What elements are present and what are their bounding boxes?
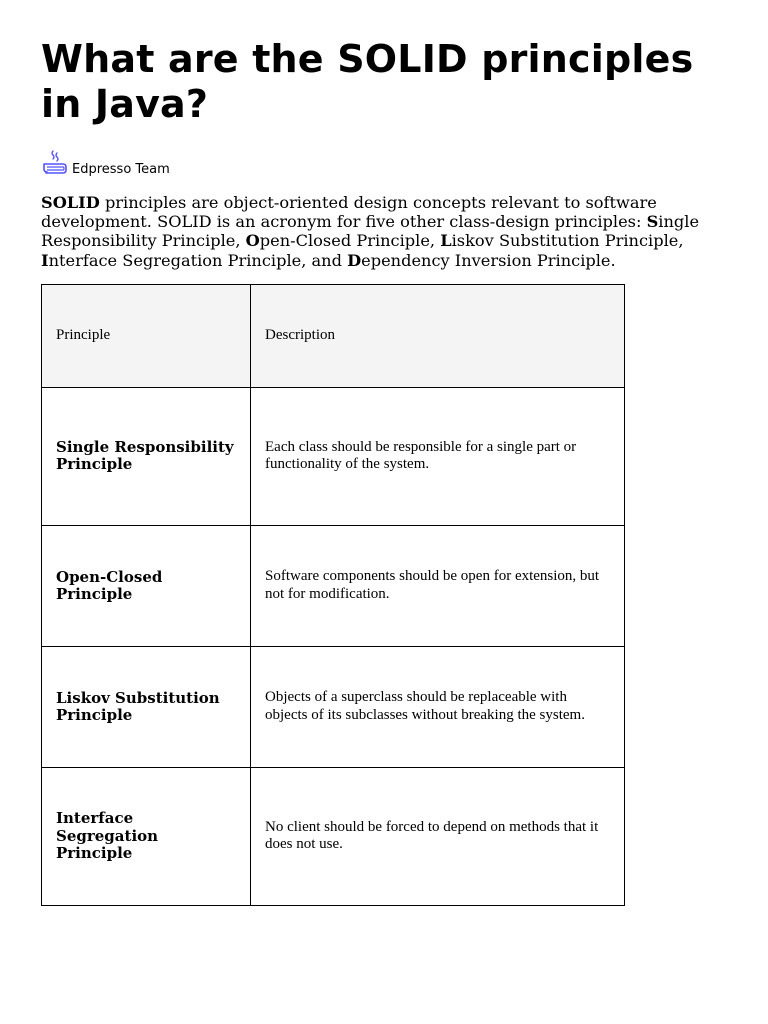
principle-description: Software components should be open for extension, but not for modification. <box>251 525 625 646</box>
intro-text: principles are object-oriented design concepts relevant to software development. SOLID is an acronym for five other class-design principles: <box>41 193 657 232</box>
intro-text: ingle Responsibility Principle, <box>41 212 700 251</box>
principle-name: Liskov Substitution Principle <box>42 646 251 767</box>
coffee-cup-icon <box>41 148 69 178</box>
article <box>41 0 721 906</box>
author-byline <box>41 146 721 178</box>
intro-text: iskov Substitution Principle, <box>451 231 684 251</box>
table-row <box>42 767 625 905</box>
principles-table <box>41 284 625 906</box>
table-header-row <box>42 284 625 387</box>
principle-name: Interface Segregation Principle <box>42 767 251 905</box>
table-row <box>42 646 625 767</box>
principle-description: Objects of a superclass should be replaceable with objects of its subclasses without breaking the system. <box>251 646 625 767</box>
author-name[interactable]: Edpresso Team <box>72 162 170 177</box>
intro-bold-s: S <box>646 212 659 232</box>
principle-description: No client should be forced to depend on methods that it does not use. <box>251 767 625 905</box>
intro-bold-l: L <box>440 231 452 251</box>
principle-description: Each class should be responsible for a single part or functionality of the system. <box>251 387 625 525</box>
table-row <box>42 387 625 525</box>
intro-bold-solid: SOLID <box>41 193 100 212</box>
intro-text: pen-Closed Principle, <box>259 231 441 251</box>
intro-paragraph <box>41 193 721 270</box>
principle-name: Open-Closed Principle <box>42 525 251 646</box>
intro-text: ependency Inversion Principle. <box>361 250 616 270</box>
intro-bold-d: D <box>347 250 362 270</box>
page-title: What are the SOLID principles in Java? <box>41 37 694 126</box>
principle-name: Single Responsibility Principle <box>42 387 251 525</box>
intro-bold-o: O <box>245 231 260 251</box>
intro-text: nterface Segregation Principle, and <box>48 250 348 270</box>
table-row <box>42 525 625 646</box>
header-description: Description <box>251 284 625 387</box>
intro-bold-i: I <box>41 250 49 270</box>
header-principle: Principle <box>42 284 251 387</box>
